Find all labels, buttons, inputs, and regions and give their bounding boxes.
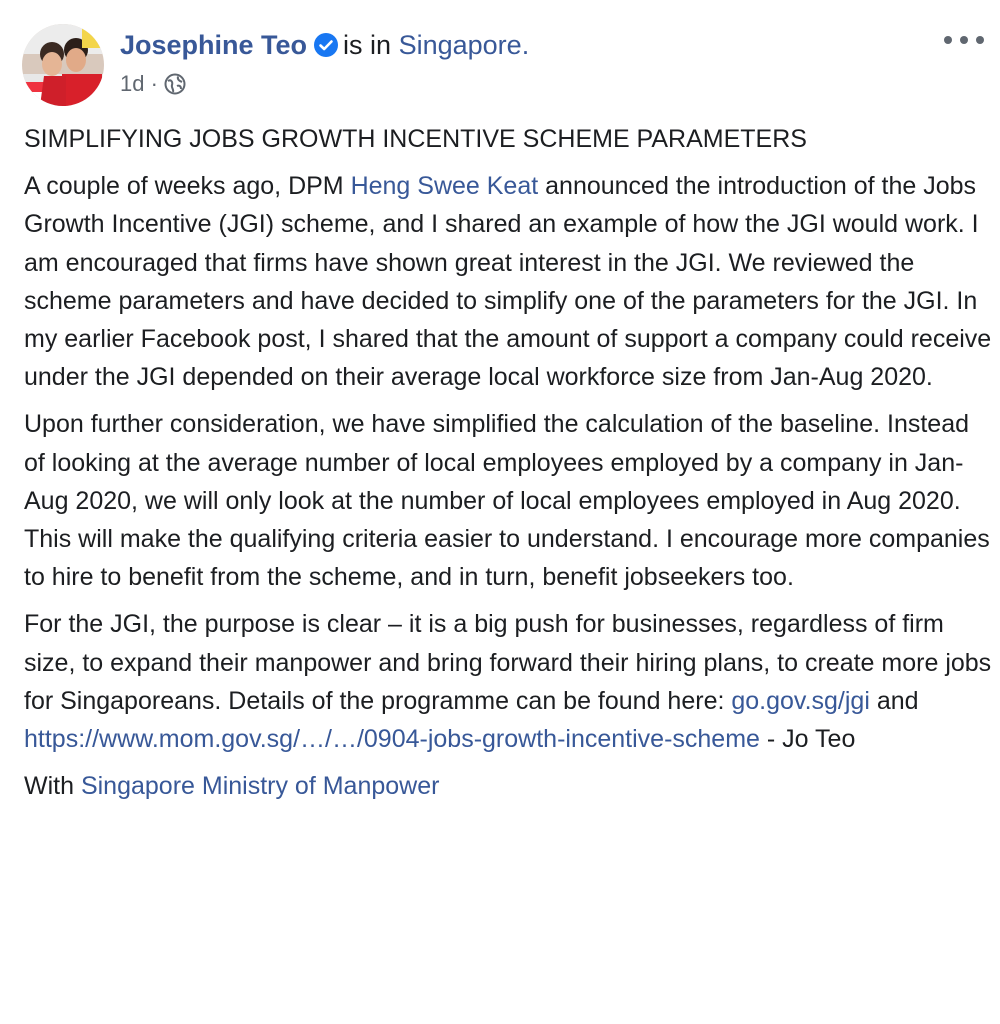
paragraph-1 bbox=[24, 167, 994, 396]
paragraph-3-signoff: - Jo Teo bbox=[759, 725, 856, 754]
globe-icon[interactable] bbox=[164, 73, 186, 95]
paragraph-1-start: A couple of weeks ago, DPM bbox=[24, 172, 351, 201]
location-punctuation: . bbox=[521, 30, 530, 60]
verified-badge-icon bbox=[313, 32, 339, 58]
heng-swee-keat-link[interactable]: Heng Swee Keat bbox=[350, 172, 539, 201]
is-in-text: is in bbox=[343, 30, 392, 60]
post-body bbox=[24, 120, 994, 814]
avatar[interactable] bbox=[22, 24, 104, 106]
location-link[interactable]: Singapore bbox=[398, 30, 522, 60]
more-dot bbox=[976, 36, 984, 44]
more-options-icon[interactable] bbox=[944, 26, 984, 54]
jgi-short-link[interactable]: go.gov.sg/jgi bbox=[731, 686, 870, 715]
post-heading: SIMPLIFYING JOBS GROWTH INCENTIVE SCHEME PARAMETERS bbox=[24, 125, 807, 153]
author-line bbox=[120, 28, 529, 62]
meta-separator: · bbox=[150, 71, 158, 96]
timestamp-link[interactable]: 1d bbox=[120, 71, 145, 96]
mom-scheme-link[interactable]: https://www.mom.gov.sg/…/…/0904-jobs-growth-incentive-scheme bbox=[24, 725, 760, 754]
more-dot bbox=[944, 36, 952, 44]
ministry-of-manpower-link[interactable]: Singapore Ministry of Manpower bbox=[80, 772, 440, 801]
with-line bbox=[24, 767, 994, 805]
with-label: With bbox=[24, 772, 81, 801]
paragraph-1-rest: announced the introduction of the Jobs Growth Incentive (JGI) scheme, and I shared an example of how the JGI would work. I am encouraged that firms have shown great interest in the JGI. We reviewed the scheme parameters and have decided to simplify one of the parameters for the JGI. In my earlier Facebook post, I shared that the amount of support a company could receive under the JGI depended on their average local workforce size from Jan-Aug 2020. bbox=[24, 172, 992, 392]
author-name-link[interactable]: Josephine Teo bbox=[120, 30, 308, 60]
paragraph-3 bbox=[24, 605, 994, 758]
paragraph-3-and: and bbox=[869, 686, 919, 715]
paragraph-2: Upon further consideration, we have simplified the calculation of the baseline. Instead of looking at the average number of local employees employed by a company in Jan-Aug 2020, we will only look at the number of local employees employed in Aug 2020. This will make the qualifying criteria easier to understand. I encourage more companies to hire to benefit from the scheme, and in turn, benefit jobseekers too. bbox=[24, 410, 990, 592]
more-dot bbox=[960, 36, 968, 44]
paragraph-3-text: For the JGI, the purpose is clear – it is a big push for businesses, regardless of firm size, to expand their manpower and bring forward their hiring plans, to create more jobs for Singaporeans. Details of the programme can be found here: bbox=[24, 610, 992, 715]
post-meta bbox=[120, 70, 186, 98]
avatar-photo bbox=[22, 24, 104, 106]
